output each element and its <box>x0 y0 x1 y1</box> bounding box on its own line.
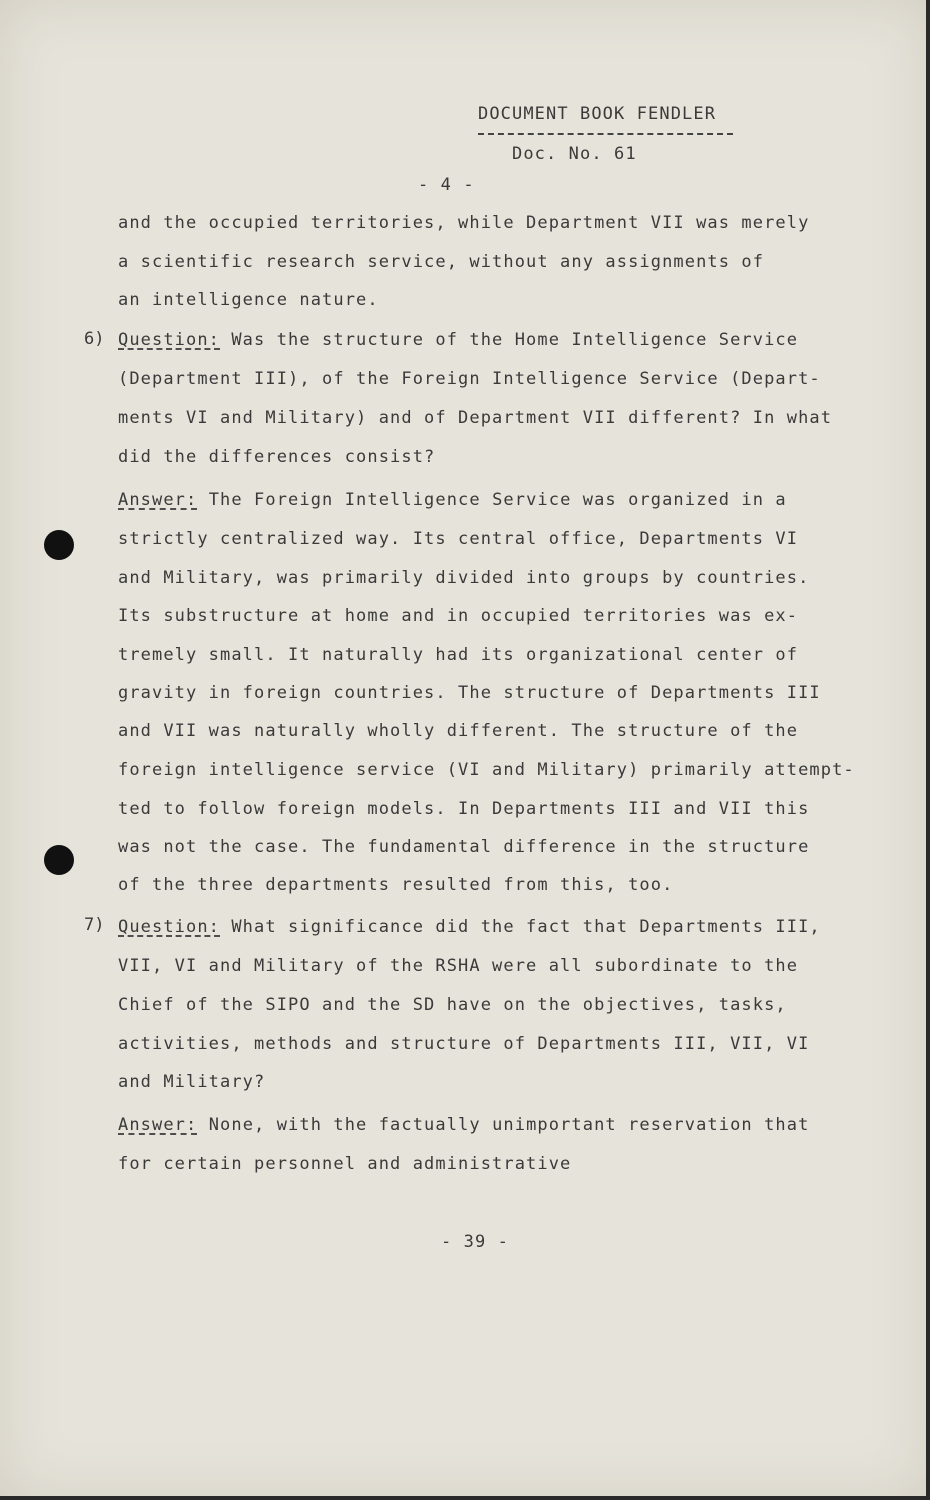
answer-label: Answer: <box>118 490 198 510</box>
question-7-first-line <box>118 917 821 937</box>
question-number: 6) <box>84 329 105 349</box>
question-text: What significance did the fact that Departments III, <box>220 917 821 937</box>
text-line: did the differences consist? <box>118 447 436 467</box>
text-line: of the three departments resulted from this, too. <box>118 875 674 895</box>
question-label: Question: <box>118 330 221 350</box>
question-number: 7) <box>84 915 105 935</box>
text-line: and Military, was primarily divided into groups by countries. <box>118 568 810 588</box>
text-line: VII, VI and Military of the RSHA were all subordinate to the <box>118 956 799 976</box>
text-line: and Military? <box>118 1072 266 1092</box>
scan-edge-bottom <box>0 1496 930 1500</box>
text-line: activities, methods and structure of Departments III, VII, VI <box>118 1034 810 1054</box>
header-underline <box>478 133 733 135</box>
document-book-title: DOCUMENT BOOK FENDLER <box>478 104 717 124</box>
text-line: a scientific research service, without any assignments of <box>118 252 765 272</box>
answer-label: Answer: <box>118 1115 198 1135</box>
text-line: ments VI and Military) and of Department VII different? In what <box>118 408 833 428</box>
scan-edge-right <box>926 0 930 1500</box>
answer-6-first-line <box>118 490 787 510</box>
text-line: Its substructure at home and in occupied territories was ex- <box>118 606 799 626</box>
text-line: an intelligence nature. <box>118 290 379 310</box>
answer-text: None, with the factually unimportant reservation that <box>197 1115 810 1135</box>
text-line: gravity in foreign countries. The structure of Departments III <box>118 683 821 703</box>
answer-7-first-line <box>118 1115 809 1135</box>
text-line: strictly centralized way. Its central office, Departments VI <box>118 529 799 549</box>
answer-text: The Foreign Intelligence Service was organized in a <box>197 490 787 510</box>
footer-page-number: - 39 - <box>441 1232 510 1252</box>
text-line: and VII was naturally wholly different. The structure of the <box>118 721 799 741</box>
question-label: Question: <box>118 917 221 937</box>
text-line: was not the case. The fundamental difference in the structure <box>118 837 810 857</box>
text-line: tremely small. It naturally had its organizational center of <box>118 645 799 665</box>
text-line: (Department III), of the Foreign Intelligence Service (Depart- <box>118 369 821 389</box>
page-number: - 4 - <box>418 175 475 195</box>
text-line: for certain personnel and administrative <box>118 1154 572 1174</box>
punch-hole-icon <box>44 530 74 560</box>
question-text: Was the structure of the Home Intelligence Service <box>220 330 799 350</box>
punch-hole-icon <box>44 845 74 875</box>
doc-number: Doc. No. 61 <box>512 144 637 164</box>
text-line: Chief of the SIPO and the SD have on the objectives, tasks, <box>118 995 787 1015</box>
question-6-first-line <box>118 330 798 350</box>
text-line: foreign intelligence service (VI and Military) primarily attempt- <box>118 760 855 780</box>
text-line: ted to follow foreign models. In Departments III and VII this <box>118 799 810 819</box>
text-line: and the occupied territories, while Department VII was merely <box>118 213 810 233</box>
